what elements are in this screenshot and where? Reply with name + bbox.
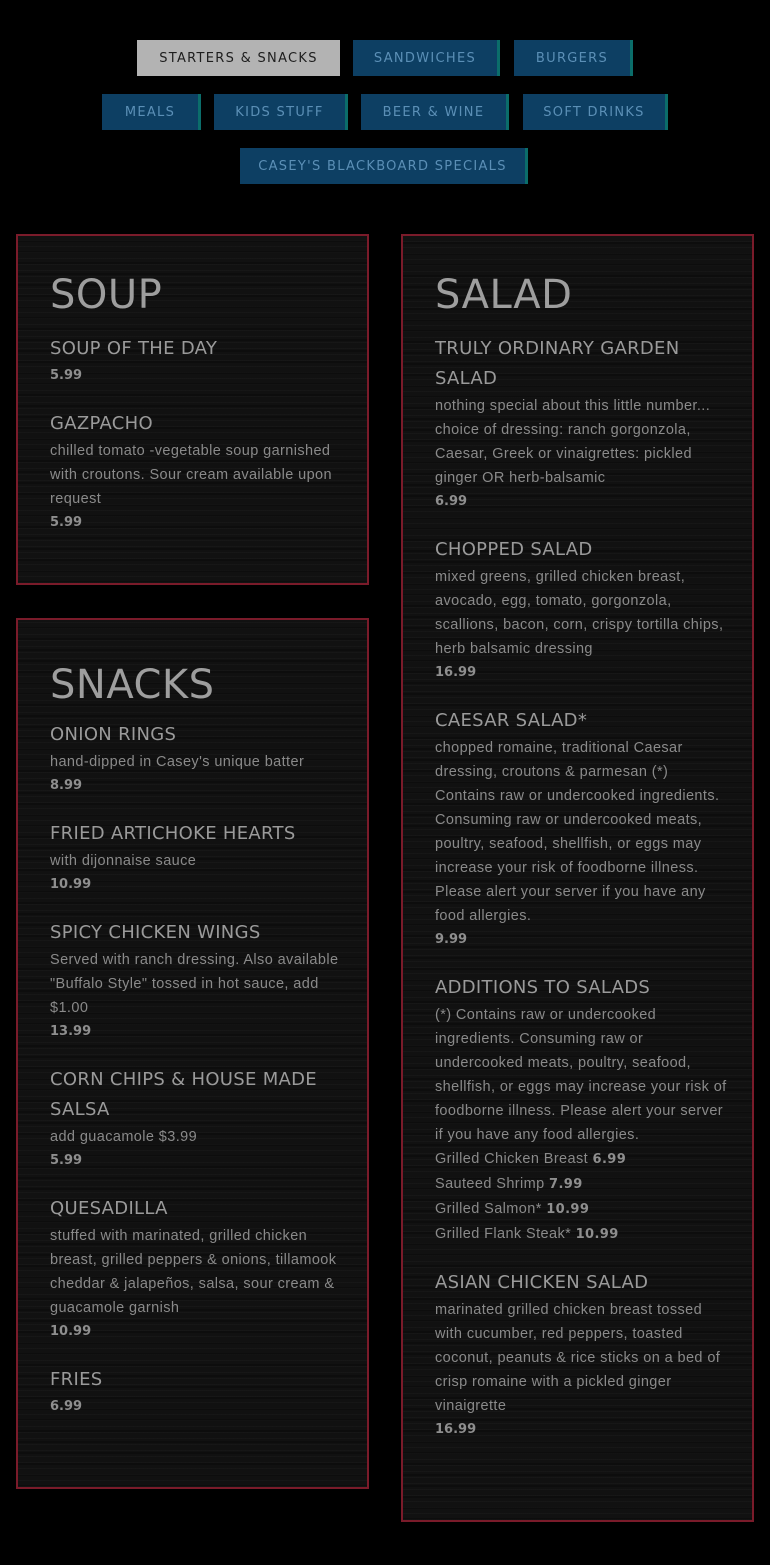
salad-additions [435,973,732,1247]
menu-item [435,706,732,952]
item-description: mixed greens, grilled chicken breast, avocado, egg, tomato, gorgonzola, scallions, bacon, corn, crispy tortilla chips, herb balsamic dressing [435,569,724,657]
soup-panel [16,234,369,585]
item-price: 9.99 [435,932,468,947]
item-description: marinated grilled chicken breast tossed with cucumber, red peppers, toasted coconut, peanuts & rice sticks on a bed of crisp romaine with a pickled ginger vinaigrette [435,1302,721,1414]
menu-item [50,720,347,798]
addition-label: Sauteed Shrimp [435,1176,545,1192]
menu-item [50,334,347,388]
tab-kids-stuff[interactable]: KIDS STUFF [214,94,348,130]
tab-beer-wine[interactable]: BEER & WINE [361,94,509,130]
tab-blackboard-specials[interactable]: CASEY'S BLACKBOARD SPECIALS [240,148,528,184]
addition-price: 10.99 [546,1202,590,1217]
item-price: 5.99 [50,1153,83,1168]
addition-label: Grilled Flank Steak* [435,1226,572,1242]
menu-item [50,1365,347,1419]
item-description: nothing special about this little number... choice of dressing: ranch gorgonzola, Caesar, Greek or vinaigrettes: pickled ginger OR herb-balsamic [435,398,711,486]
addition-line [435,1147,732,1172]
item-price: 10.99 [50,1324,92,1339]
addition-line [435,1197,732,1222]
menu-item [435,334,732,514]
salad-panel [401,234,754,1522]
item-name: QUESADILLA [50,1198,168,1219]
item-name: SOUP OF THE DAY [50,338,218,359]
item-description: (*) Contains raw or undercooked ingredients. Consuming raw or undercooked meats, poultry, seafood, shellfish, or eggs may increase your risk of foodborne illness. Please alert your server if you have any food allergies. [435,1007,727,1143]
addition-line [435,1222,732,1247]
menu-item [50,409,347,535]
tab-meals[interactable]: MEALS [102,94,201,130]
item-name: FRIES [50,1369,103,1390]
addition-label: Grilled Chicken Breast [435,1151,589,1167]
addition-price: 6.99 [592,1152,627,1167]
item-name: CAESAR SALAD* [435,710,588,731]
item-description: chopped romaine, traditional Caesar dressing, croutons & parmesan (*) Contains raw or undercooked ingredients. Consuming raw or undercooked meats, poultry, seafood, shellfish, or eggs may increase your risk of foodborne illness. Please alert your server if you have any food allergies. [435,740,720,924]
addition-line [435,1172,732,1197]
addition-price: 7.99 [549,1177,583,1192]
item-price: 5.99 [50,368,83,383]
snacks-panel [16,618,369,1489]
salad-title: SALAD [435,272,573,318]
item-price: 8.99 [50,778,83,793]
addition-label: Grilled Salmon* [435,1201,542,1217]
item-price: 13.99 [50,1024,92,1039]
addition-price: 10.99 [575,1227,619,1242]
item-price: 10.99 [50,877,92,892]
snacks-title: SNACKS [50,662,215,708]
menu-item [50,918,347,1044]
item-price: 16.99 [435,1422,477,1437]
tab-sandwiches[interactable]: SANDWICHES [353,40,500,76]
menu-item [50,1065,347,1173]
menu-item [435,1268,732,1442]
item-description: add guacamole $3.99 [50,1129,198,1145]
item-description: with dijonnaise sauce [50,853,197,869]
item-name: ASIAN CHICKEN SALAD [435,1272,649,1293]
item-name: CORN CHIPS & HOUSE MADE SALSA [50,1069,317,1120]
item-price: 16.99 [435,665,477,680]
item-description: chilled tomato -vegetable soup garnished with croutons. Sour cream available upon request [50,443,332,507]
item-description: stuffed with marinated, grilled chicken breast, grilled peppers & onions, tillamook cheddar & jalapeños, salsa, sour cream & guacamole garnish [50,1228,337,1316]
item-name: ONION RINGS [50,724,177,745]
item-description: hand-dipped in Casey's unique batter [50,754,305,770]
item-name: SPICY CHICKEN WINGS [50,922,261,943]
item-name: CHOPPED SALAD [435,539,593,560]
tab-starters-snacks[interactable]: STARTERS & SNACKS [137,40,340,76]
tab-soft-drinks[interactable]: SOFT DRINKS [523,94,668,130]
item-price: 5.99 [50,515,83,530]
item-price: 6.99 [435,494,468,509]
item-name: FRIED ARTICHOKE HEARTS [50,823,296,844]
menu-item [50,819,347,897]
soup-title: SOUP [50,272,163,318]
tab-burgers[interactable]: BURGERS [514,40,633,76]
item-price: 6.99 [50,1399,83,1414]
item-name: TRULY ORDINARY GARDEN SALAD [435,338,680,389]
item-name: ADDITIONS TO SALADS [435,977,651,998]
item-description: Served with ranch dressing. Also available "Buffalo Style" tossed in hot sauce, add $1.00 [50,952,339,1016]
menu-item [435,535,732,685]
item-name: GAZPACHO [50,413,153,434]
menu-item [50,1194,347,1344]
